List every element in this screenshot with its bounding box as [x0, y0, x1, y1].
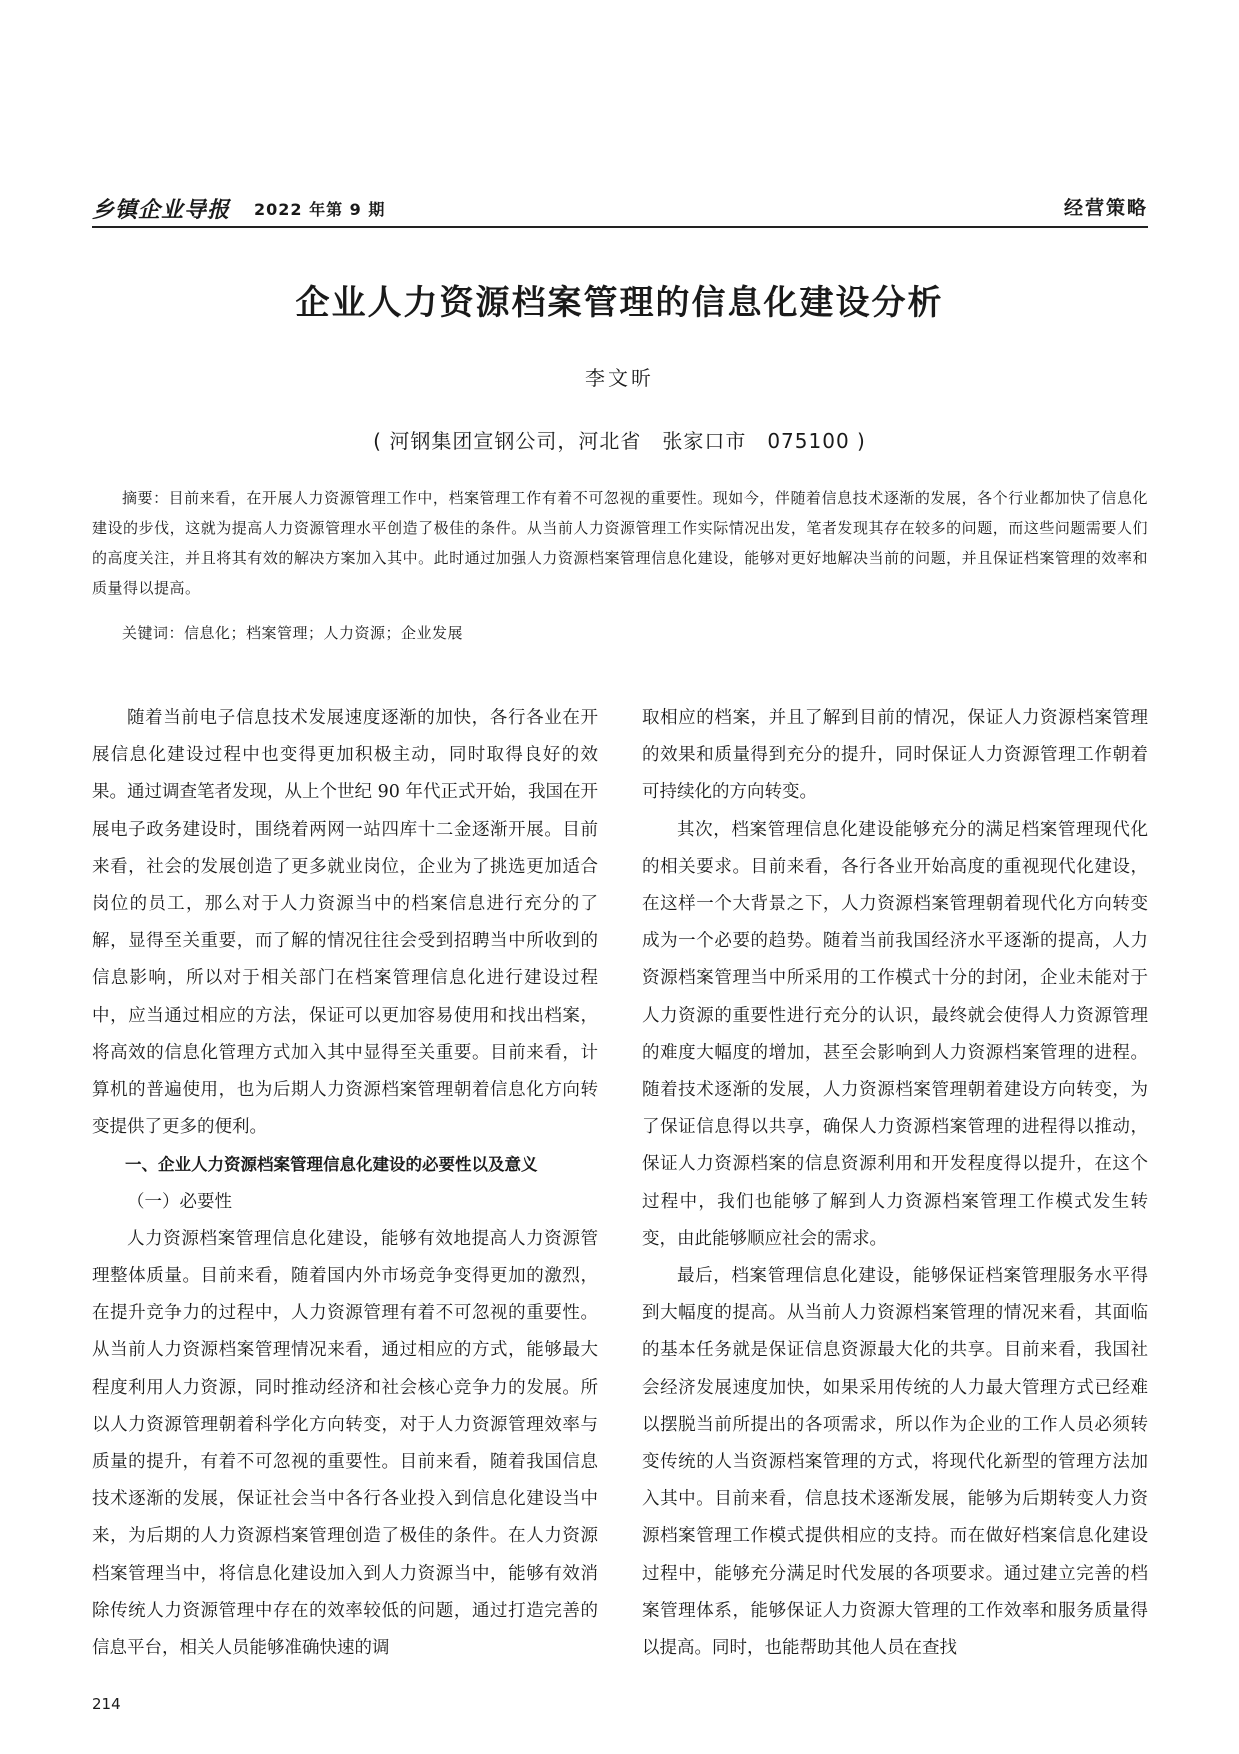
article-author: 李文昕 [585, 366, 654, 390]
issue-label: 2022 年第 9 期 [254, 200, 386, 219]
keywords: 关键词：信息化；档案管理；人力资源；企业发展 [122, 624, 464, 642]
body-column-left [92, 700, 598, 1667]
journal-name: 乡镇企业导报 [92, 198, 231, 223]
article-title: 企业人力资源档案管理的信息化建设分析 [295, 283, 944, 323]
body-column-right [642, 700, 1148, 1667]
subsection-heading: （一）必要性 [127, 1191, 232, 1212]
running-header [92, 193, 1148, 227]
page-number: 214 [92, 1695, 121, 1713]
body-paragraph: 随着当前电子信息技术发展速度逐渐的加快，各行各业在开展信息化建设过程中也变得更加积极主动，同时取得良好的效果。通过调查笔者发现，从上个世纪 90 年代正式开始，我国在开展电子政务建设时，围绕着两网一站四库十二金逐渐开展。目前来看，社会的发展创造了更多就业岗位，企业为了挑选更加适合岗位的员工，那么对于人力资源当中的档案信息进行充分的了解，显得至关重要，而了解的情况往往会受到招聘当中所收到的信息影响，所以对于相关部门在档案管理信息化进行建设过程中，应当通过相应的方法，保证可以更加容易使用和找出档案，将高效的信息化管理方式加入其中显得至关重要。目前来看，计算机的普遍使用，也为后期人力资源档案管理朝着信息化方向转变提供了更多的便利。 [92, 708, 598, 1138]
author-affiliation: ( 河钢集团宣钢公司，河北省 张家口市 075100 ) [373, 429, 866, 453]
abstract: 摘要：目前来看，在开展人力资源管理工作中，档案管理工作有着不可忽视的重要性。现如今，伴随着信息技术逐渐的发展，各个行业都加快了信息化建设的步伐，这就为提高人力资源管理水平创造了极佳的条件。从当前人力资源管理工作实际情况出发，笔者发现其存在较多的问题，而这些问题需要人们的高度关注，并且将其有效的解决方案加入其中。此时通过加强人力资源档案管理信息化建设，能够对更好地解决当前的问题，并且保证档案管理的效率和质量得以提高。 [92, 489, 1148, 597]
body-paragraph: 其次，档案管理信息化建设能够充分的满足档案管理现代化的相关要求。目前来看，各行各业开始高度的重视现代化建设，在这样一个大背景之下，人力资源档案管理朝着现代化方向转变成为一个必要的趋势。随着当前我国经济水平逐渐的提高，人力资源档案管理当中所采用的工作模式十分的封闭，企业未能对于人力资源的重要性进行充分的认识，最终就会使得人力资源管理的难度大幅度的增加，甚至会影响到人力资源档案管理的进程。随着技术逐渐的发展，人力资源档案管理朝着建设方向转变，为了保证信息得以共享，确保人力资源档案管理的进程得以推动，保证人力资源档案的信息资源利用和开发程度得以提升，在这个过程中，我们也能够了解到人力资源档案管理工作模式发生转变，由此能够顺应社会的需求。 [642, 819, 1148, 1249]
body-paragraph-continued: 取相应的档案，并且了解到目前的情况，保证人力资源档案管理的效果和质量得到充分的提升，同时保证人力资源管理工作朝着可持续化的方向转变。 [642, 708, 1148, 803]
body-paragraph: 最后，档案管理信息化建设，能够保证档案管理服务水平得到大幅度的提高。从当前人力资源档案管理的情况来看，其面临的基本任务就是保证信息资源最大化的共享。目前来看，我国社会经济发展速度加快，如果采用传统的人力最大管理方式已经难以摆脱当前所提出的各项需求，所以作为企业的工作人员必须转变传统的人当资源档案管理的方式，将现代化新型的管理方法加入其中。目前来看，信息技术逐渐发展，能够为后期转变人力资源档案管理工作模式提供相应的支持。而在做好档案信息化建设过程中，能够充分满足时代发展的各项要求。通过建立完善的档案管理体系，能够保证人力资源大管理的工作效率和服务质量得以提高。同时，也能帮助其他人员在查找 [642, 1266, 1148, 1659]
section-label: 经营策略 [1063, 197, 1148, 219]
section-heading: 一、企业人力资源档案管理信息化建设的必要性以及意义 [125, 1155, 538, 1175]
body-paragraph: 人力资源档案管理信息化建设，能够有效地提高人力资源管理整体质量。目前来看，随着国内外市场竞争变得更加的激烈，在提升竞争力的过程中，人力资源管理有着不可忽视的重要性。从当前人力资源档案管理情况来看，通过相应的方式，能够最大程度利用人力资源，同时推动经济和社会核心竞争力的发展。所以人力资源管理朝着科学化方向转变，对于人力资源管理效率与质量的提升，有着不可忽视的重要性。目前来看，随着我国信息技术逐渐的发展，保证社会当中各行各业投入到信息化建设当中来，为后期的人力资源档案管理创造了极佳的条件。在人力资源档案管理当中，将信息化建设加入到人力资源当中，能够有效消除传统人力资源管理中存在的效率较低的问题，通过打造完善的信息平台，相关人员能够准确快速的调 [92, 1228, 598, 1659]
header-rule [92, 226, 1148, 228]
